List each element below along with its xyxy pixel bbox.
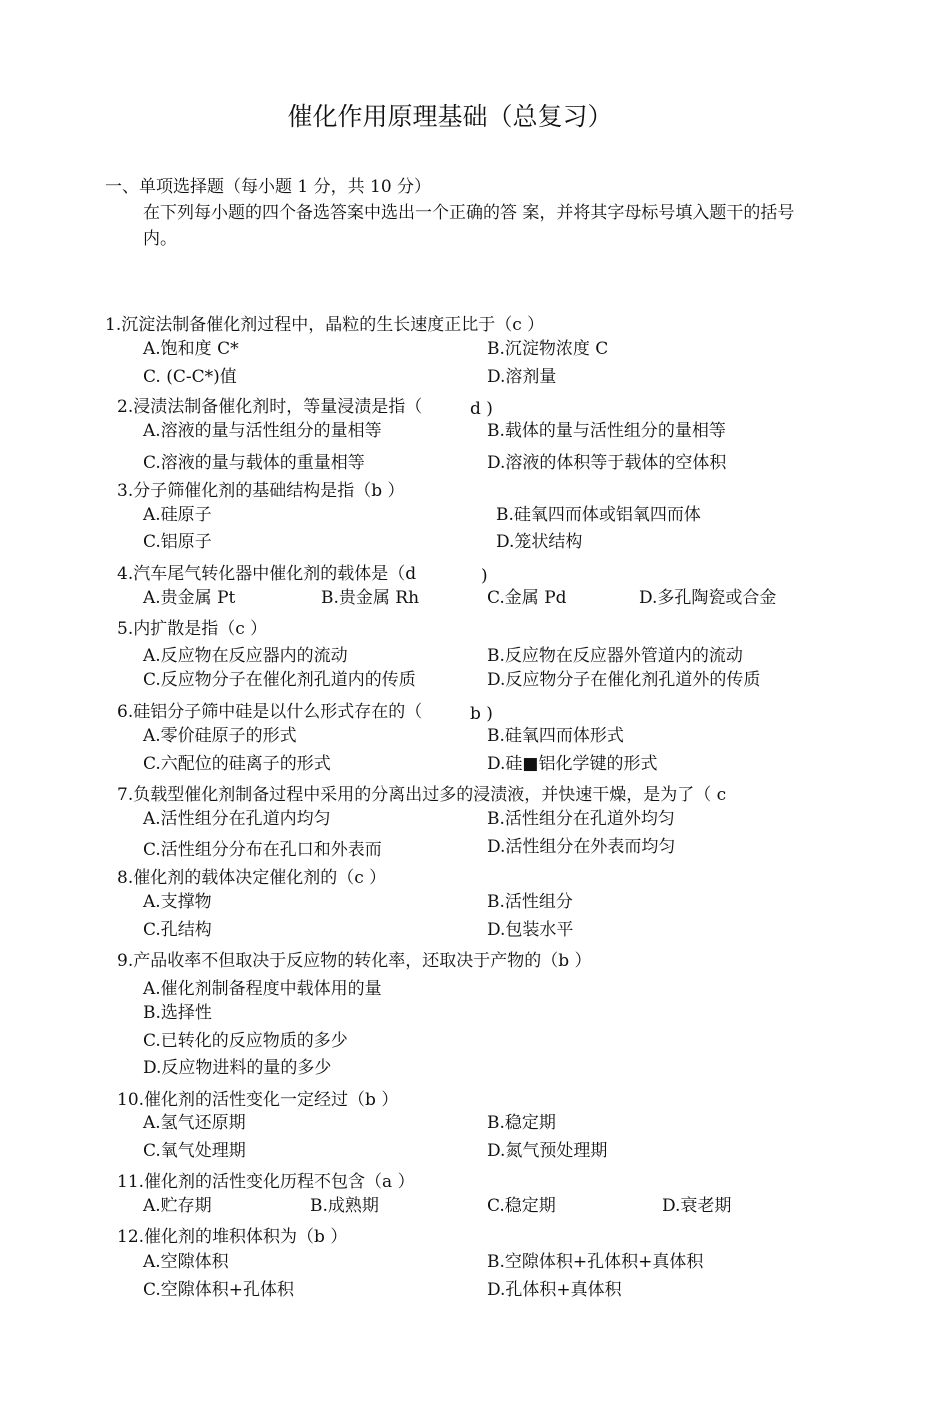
option: C.稳定期 bbox=[487, 1196, 556, 1216]
option: A.溶液的量与活性组分的量相等 bbox=[143, 421, 382, 441]
question-stem: 12.催化剂的堆积体积为（b ） bbox=[117, 1227, 348, 1247]
option: C.金属 Pd bbox=[487, 588, 567, 608]
option: D.多孔陶瓷或合金 bbox=[639, 588, 777, 608]
option: D.反应物进料的量的多少 bbox=[143, 1058, 332, 1078]
option: D.氮气预处理期 bbox=[487, 1141, 608, 1161]
option: D.包装水平 bbox=[487, 920, 574, 940]
question-answer: b ) bbox=[470, 704, 493, 724]
question-stem: 3.分子筛催化剂的基础结构是指（b ） bbox=[117, 481, 405, 501]
option: C.反应物分子在催化剂孔道内的传质 bbox=[143, 670, 416, 690]
question-answer: d ) bbox=[470, 399, 493, 419]
option: B.贵金属 Rh bbox=[321, 588, 420, 608]
option: C.溶液的量与载体的重量相等 bbox=[143, 453, 365, 473]
option: D.硅■铝化学键的形式 bbox=[487, 754, 658, 774]
option: A.氢气还原期 bbox=[143, 1113, 246, 1133]
option: B.反应物在反应器外管道内的流动 bbox=[487, 646, 743, 666]
option: A.硅原子 bbox=[143, 505, 212, 525]
option: D.衰老期 bbox=[662, 1196, 732, 1216]
option: A.空隙体积 bbox=[143, 1252, 229, 1272]
option: C.空隙体积+孔体积 bbox=[143, 1280, 295, 1300]
option: D.反应物分子在催化剂孔道外的传质 bbox=[487, 670, 761, 690]
option: B.活性组分在孔道外均匀 bbox=[487, 809, 675, 829]
option: B.硅氧四而体或铝氧四而体 bbox=[496, 505, 701, 525]
option: A.支撑物 bbox=[143, 892, 212, 912]
option: C.活性组分分布在孔口和外表而 bbox=[143, 840, 382, 860]
option: C.铝原子 bbox=[143, 532, 212, 552]
question-stem: 5.内扩散是指（c ） bbox=[117, 619, 268, 639]
option: B.空隙体积+孔体积+真体积 bbox=[487, 1252, 704, 1272]
section-instruction: 在下列每小题的四个备选答案中选出一个正确的答 案，并将其字母标号填入题干的括号内。 bbox=[143, 203, 795, 249]
question-stem: 1.沉淀法制备催化剂过程中，晶粒的生长速度正比于（c ） bbox=[105, 315, 545, 335]
option: C.六配位的硅离子的形式 bbox=[143, 754, 331, 774]
section-heading: 一、单项选择题（每小题 1 分，共 10 分） bbox=[105, 177, 432, 197]
option: A.零价硅原子的形式 bbox=[143, 726, 297, 746]
question-stem: 7.负载型催化剂制备过程中采用的分离出过多的浸渍液，并快速干燥，是为了（ c bbox=[117, 785, 727, 805]
option: D.溶液的体积等于载体的空体积 bbox=[487, 453, 727, 473]
option: D.活性组分在外表而均匀 bbox=[487, 837, 676, 857]
question-stem: 4.汽车尾气转化器中催化剂的载体是（d bbox=[117, 564, 417, 584]
option: A.催化剂制备程度中载体用的量 bbox=[143, 979, 382, 999]
option: A.活性组分在孔道内均匀 bbox=[143, 809, 331, 829]
option: B.沉淀物浓度 C bbox=[487, 339, 609, 359]
question-stem: 8.催化剂的载体决定催化剂的（c ） bbox=[117, 868, 387, 888]
question-stem: 6.硅铝分子筛中硅是以什么形式存在的（ bbox=[117, 702, 423, 722]
option: D.溶剂量 bbox=[487, 367, 557, 387]
option: B.载体的量与活性组分的量相等 bbox=[487, 421, 726, 441]
option: A.贵金属 Pt bbox=[143, 588, 236, 608]
page-title: 催化作用原理基础（总复习） bbox=[287, 102, 613, 131]
option: C.已转化的反应物质的多少 bbox=[143, 1031, 348, 1051]
question-stem: 11.催化剂的活性变化历程不包含（a ） bbox=[117, 1172, 415, 1192]
option: B.成熟期 bbox=[310, 1196, 379, 1216]
option: A.贮存期 bbox=[143, 1196, 212, 1216]
option: C.孔结构 bbox=[143, 920, 212, 940]
option: C. (C-C*)值 bbox=[143, 367, 237, 387]
question-stem: 10.催化剂的活性变化一定经过（b ） bbox=[117, 1090, 399, 1110]
option: D.笼状结构 bbox=[496, 532, 583, 552]
option: C.氧气处理期 bbox=[143, 1141, 246, 1161]
question-stem: 9.产品收率不但取决于反应物的转化率，还取决于产物的（b ） bbox=[117, 951, 592, 971]
option: B.活性组分 bbox=[487, 892, 573, 912]
question-stem: 2.浸渍法制备催化剂时，等量浸渍是指（ bbox=[117, 397, 423, 417]
option: D.孔体积+真体积 bbox=[487, 1280, 622, 1300]
option: A.反应物在反应器内的流动 bbox=[143, 646, 348, 666]
question-answer: ) bbox=[481, 566, 488, 586]
option: A.饱和度 C* bbox=[143, 339, 239, 359]
option: B.选择性 bbox=[143, 1003, 212, 1023]
option: B.稳定期 bbox=[487, 1113, 556, 1133]
option: B.硅氧四而体形式 bbox=[487, 726, 624, 746]
